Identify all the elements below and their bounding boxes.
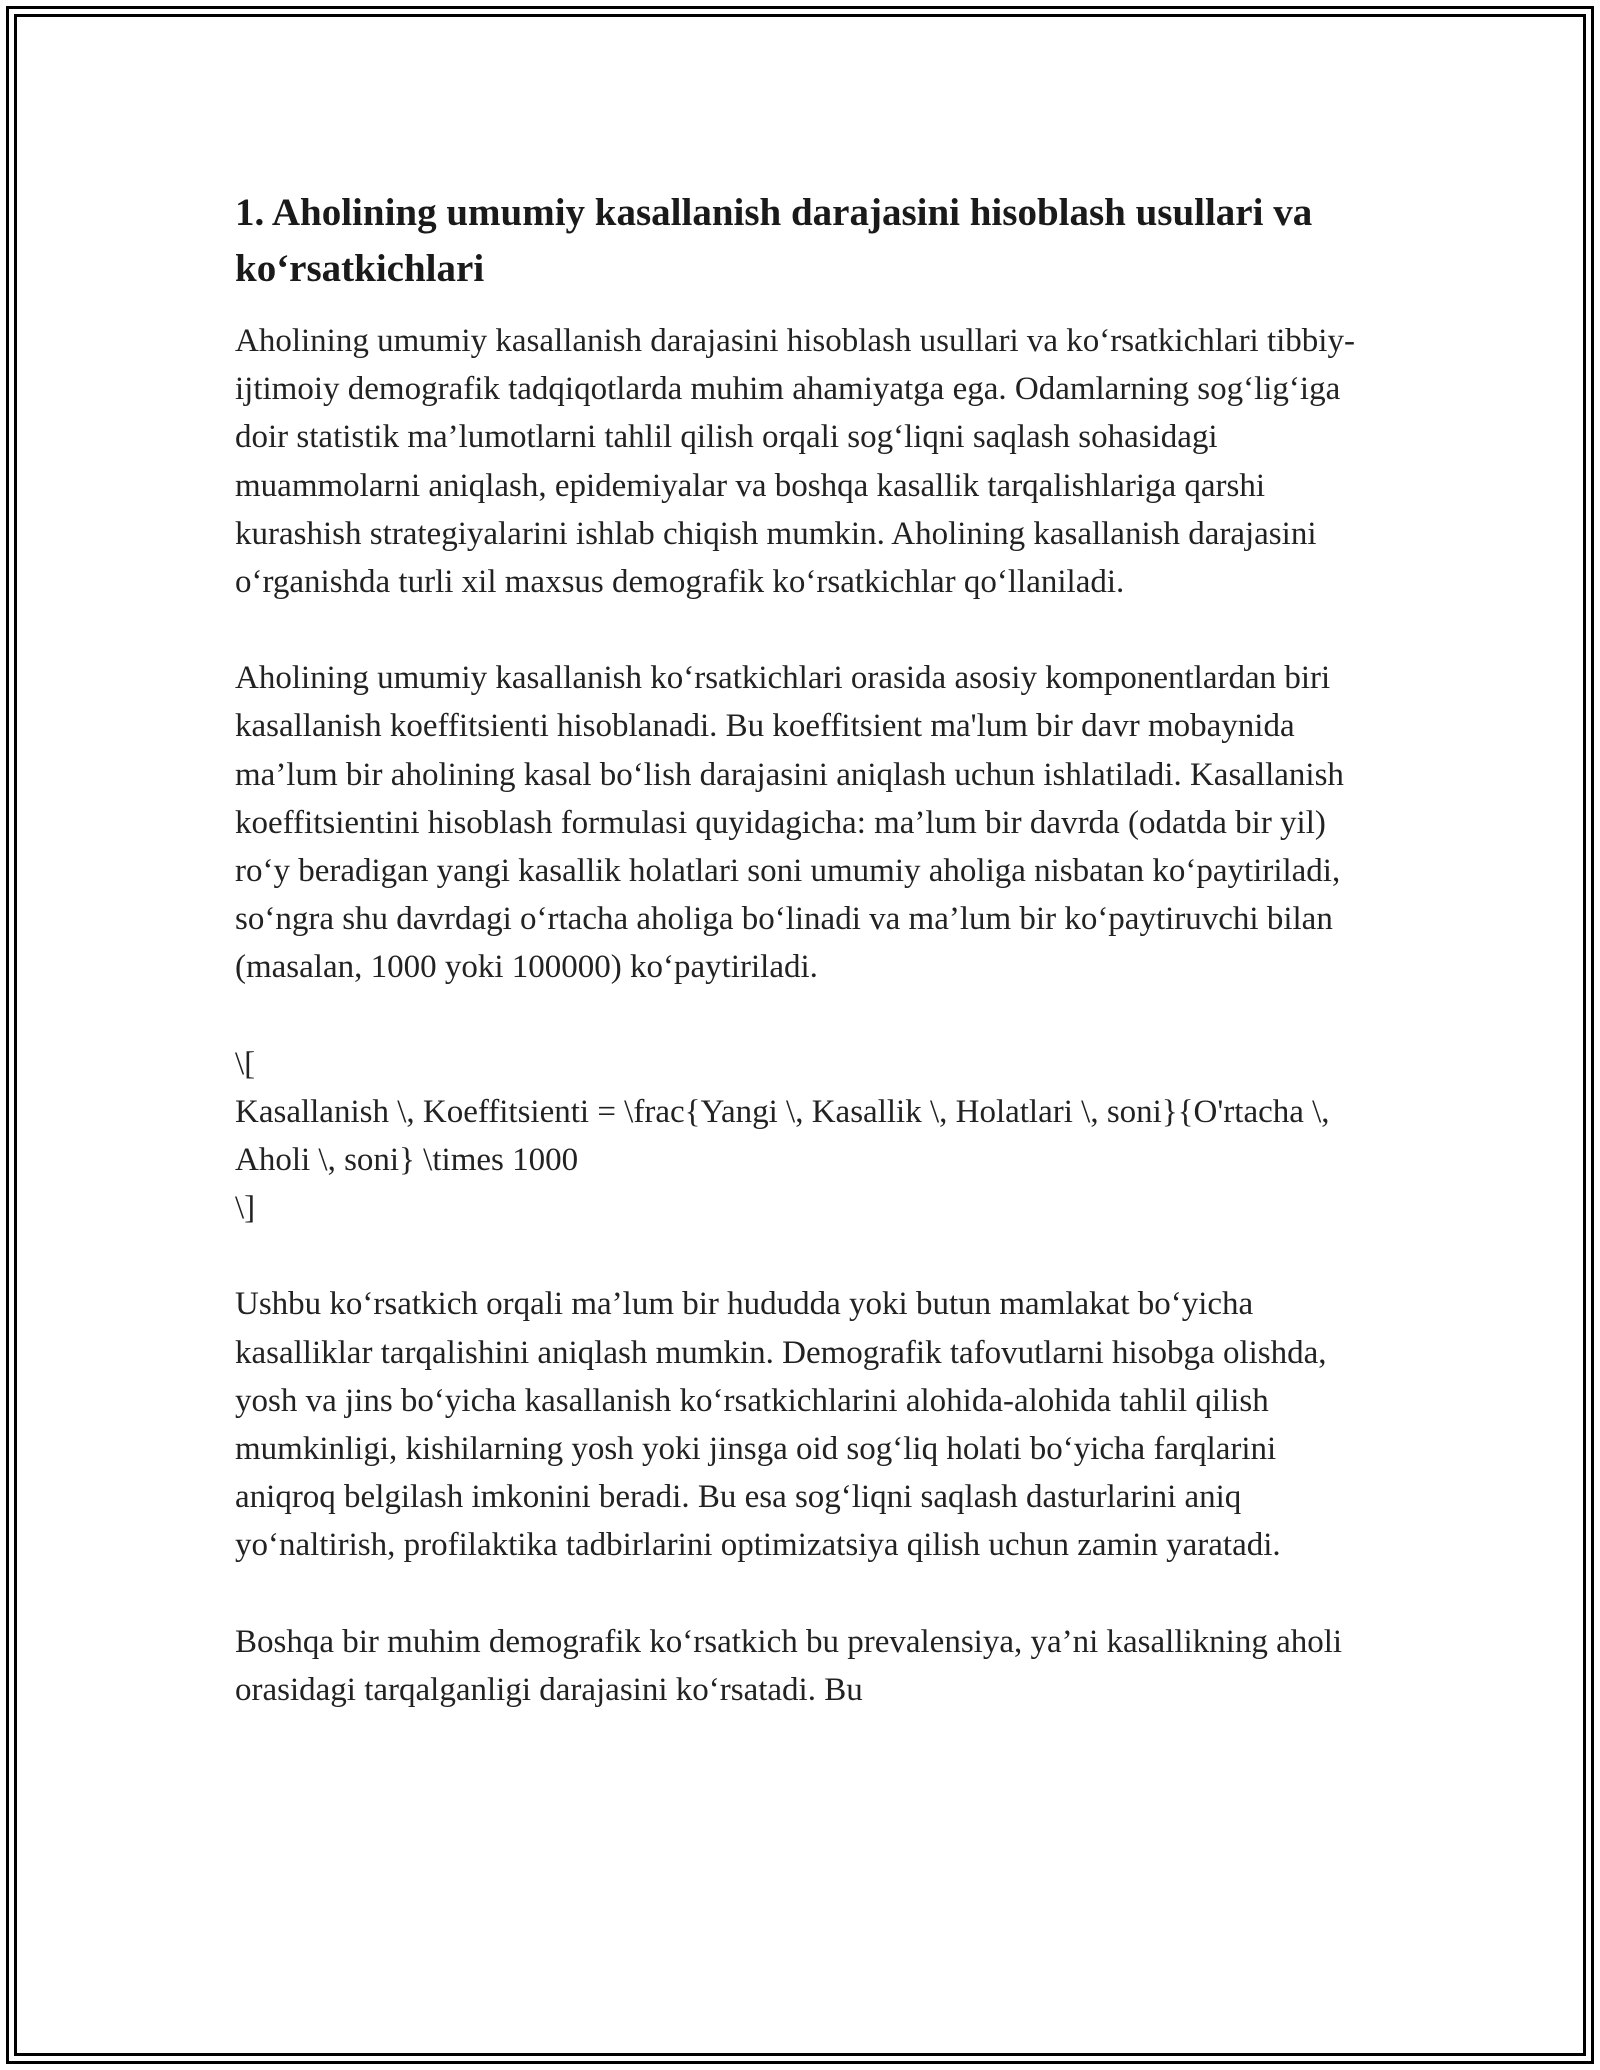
formula-block <box>235 1040 1380 1233</box>
formula-open: \[ <box>235 1045 256 1082</box>
document-body <box>235 185 1380 1762</box>
paragraph-prevalence: Boshqa bir muhim demografik ko‘rsatkich bu prevalensiya, ya’ni kasallikning aholi orasidagi tarqalganligi darajasini ko‘rsatadi. Bu <box>235 1623 1343 1708</box>
section-title: 1. Aholining umumiy kasallanish darajasini hisoblash usullari va ko‘rsatkichlari <box>235 191 1313 290</box>
formula-expression: Kasallanish \, Koeffitsienti = \frac{Yangi \, Kasallik \, Holatlari \, soni}{O'rtacha \, Aholi \, soni} \times 1000 <box>235 1093 1336 1179</box>
formula-close: \] <box>235 1190 256 1227</box>
paragraph-intro: Aholining umumiy kasallanish darajasini hisoblash usullari va ko‘rsatkichlari tibbiy-ijtimoiy demografik tadqiqotlarda muhim ahamiyatga ega. Odamlarning sog‘lig‘iga doir statistik ma’lumotlarni tahlil qilish orqali sog‘liqni saqlash sohasidagi muammolarni aniqlash, epidemiyalar va boshqa kasallik tarqalishlariga qarshi kurashish strategiyalarini ishlab chiqish mumkin. Aholining kasallanish darajasini o‘rganishda turli xil maxsus demografik ko‘rsatkichlar qo‘llaniladi. <box>235 323 1355 601</box>
paragraph-indicator: Ushbu ko‘rsatkich orqali ma’lum bir hududda yoki butun mamlakat bo‘yicha kasalliklar tarqalishini aniqlash mumkin. Demografik tafovutlarni hisobga olishda, yosh va jins bo‘yicha kasallanish ko‘rsatkichlarini alohida-alohida tahlil qilish mumkinligi, kishilarning yosh yoki jinsga oid sog‘liq holati bo‘yicha farqlarini aniqroq belgilash imkonini beradi. Bu esa sog‘liqni saqlash dasturlarini aniq yo‘naltirish, profilaktika tadbirlarini optimizatsiya qilish uchun zamin yaratadi. <box>235 1286 1327 1564</box>
paragraph-coefficient: Aholining umumiy kasallanish ko‘rsatkichlari orasida asosiy komponentlardan biri kasallanish koeffitsienti hisoblanadi. Bu koeffitsient ma'lum bir davr mobaynida ma’lum bir aholining kasal bo‘lish darajasini aniqlash uchun ishlatiladi. Kasallanish koeffitsientini hisoblash formulasi quyidagicha: ma’lum bir davrda (odatda bir yil) ro‘y beradigan yangi kasallik holatlari soni umumiy aholiga nisbatan ko‘paytiriladi, so‘ngra shu davrdagi o‘rtacha aholiga bo‘linadi va ma’lum bir ko‘paytiruvchi bilan (masalan, 1000 yoki 100000) ko‘paytiriladi. <box>235 660 1344 986</box>
